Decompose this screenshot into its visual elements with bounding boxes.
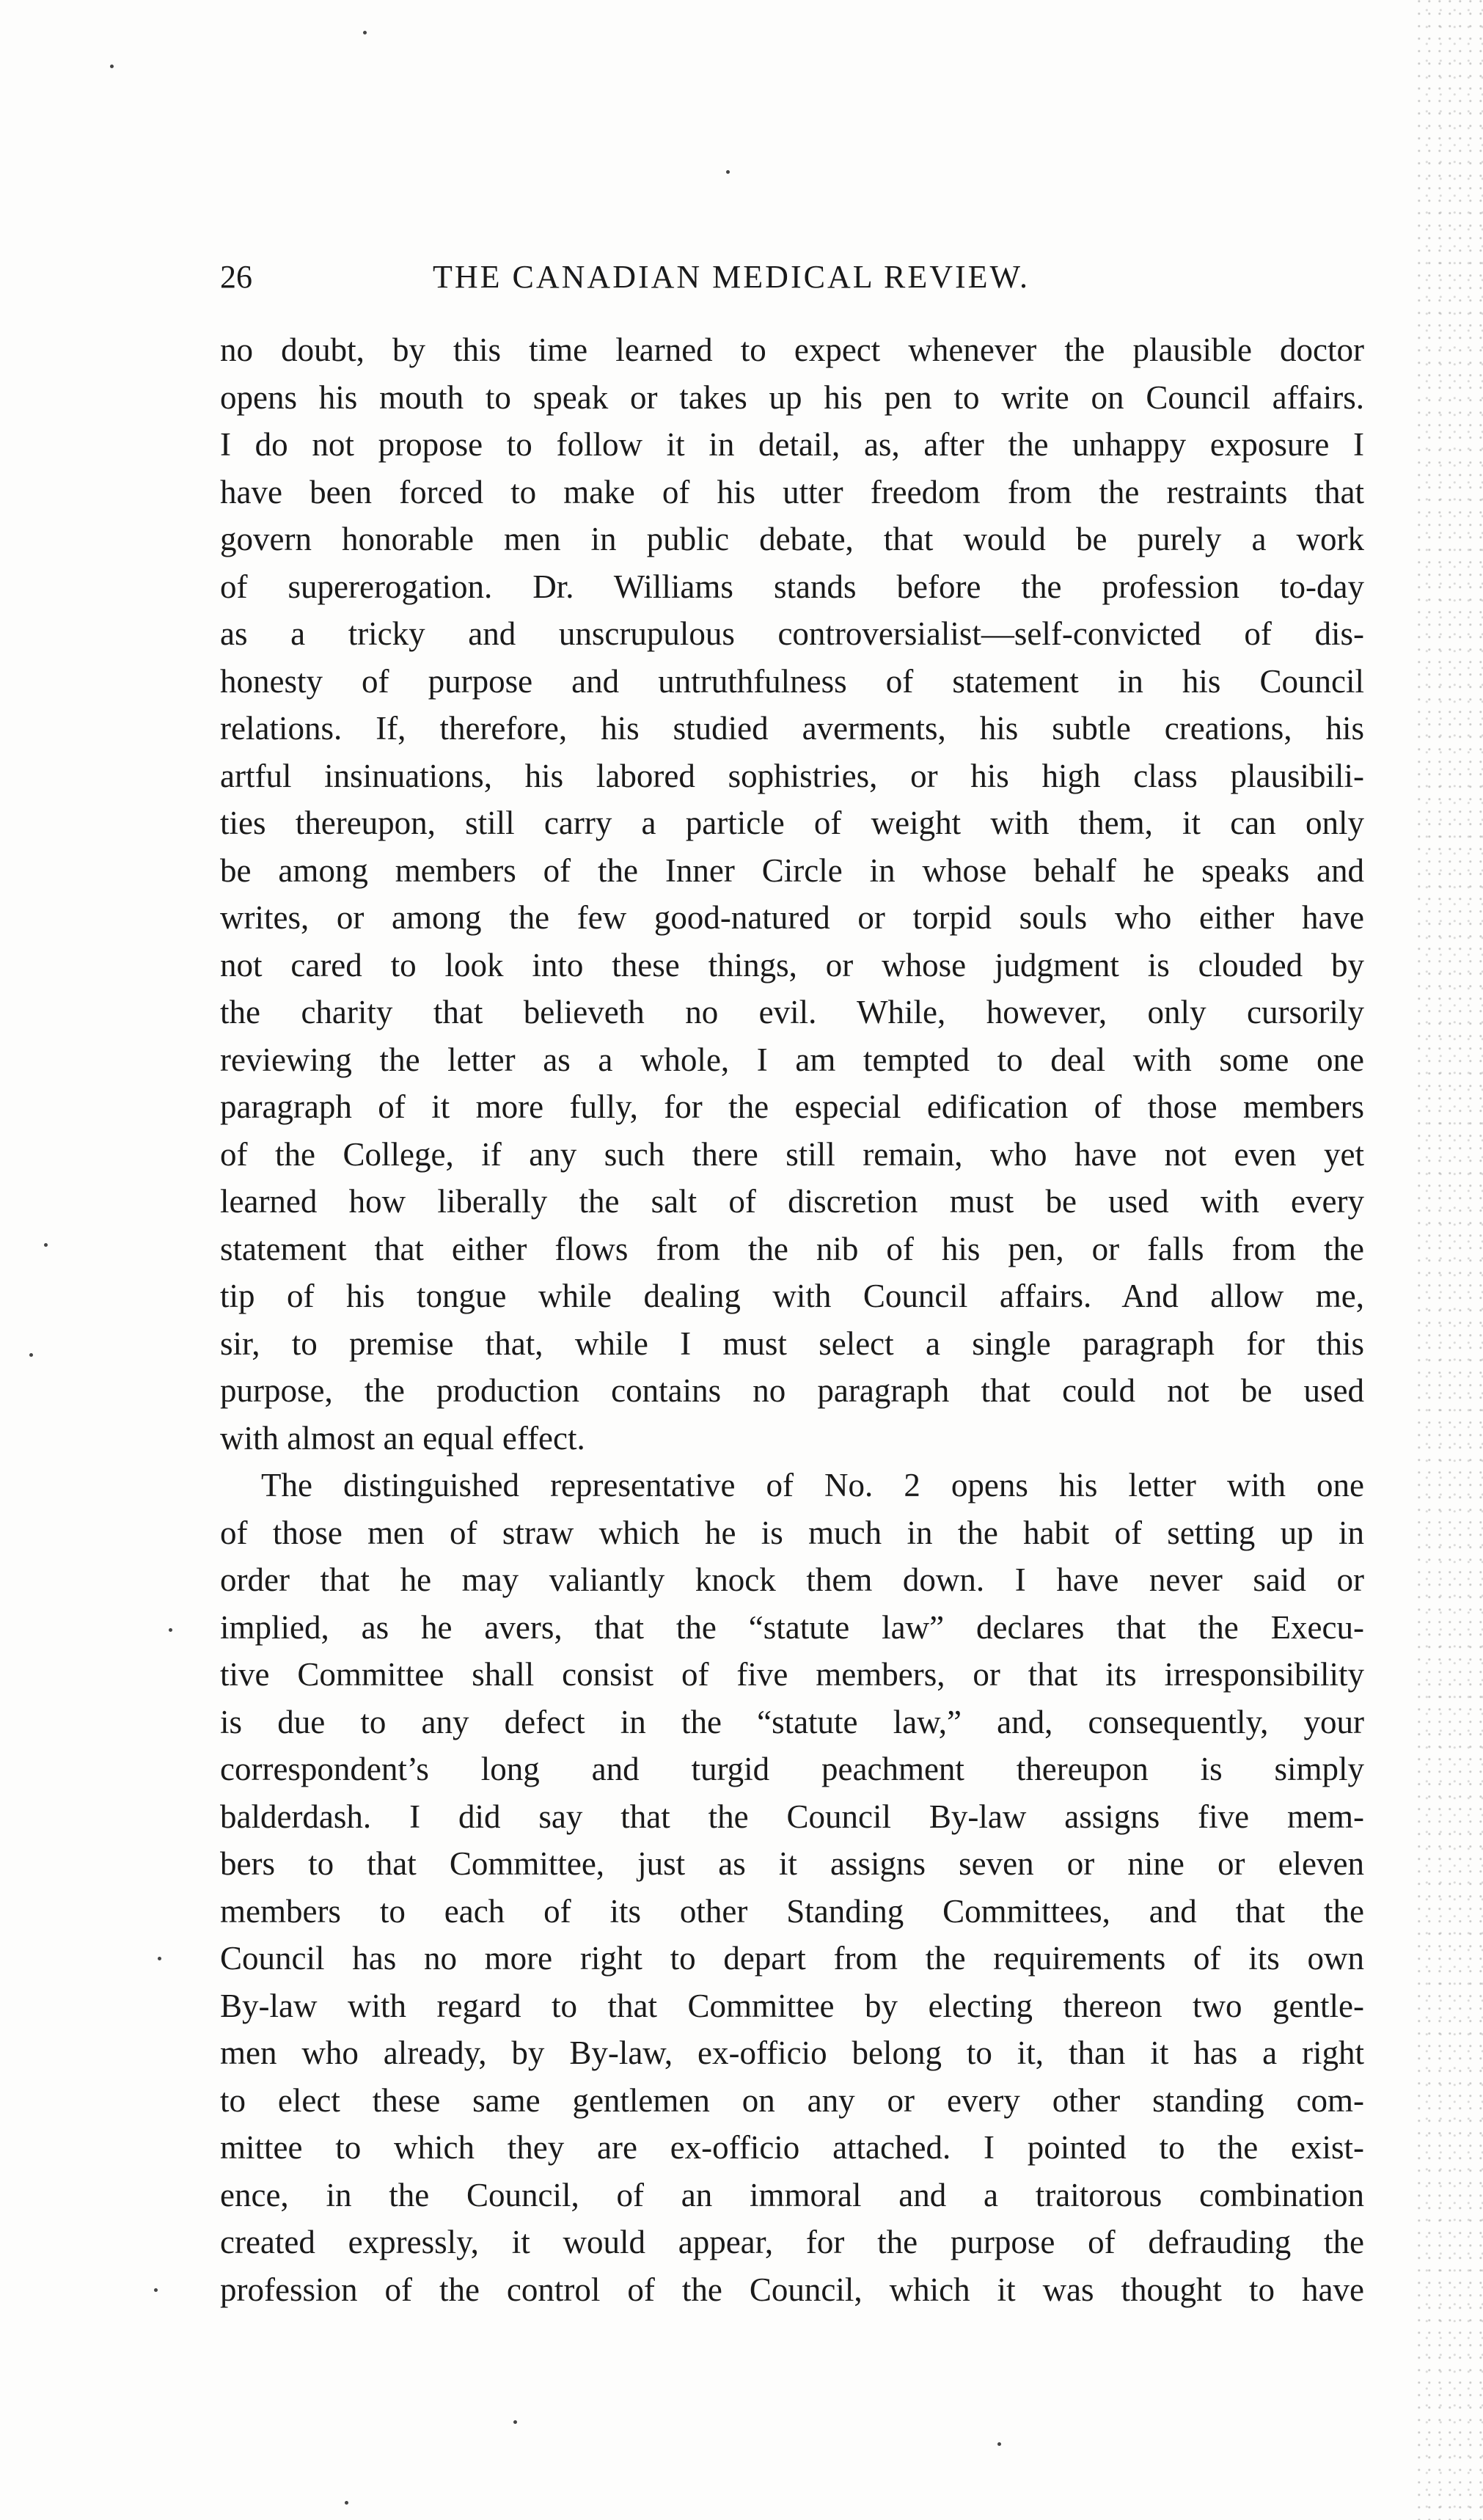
text-line: paragraph of it more fully, for the especial edification of those members xyxy=(220,1088,1364,1125)
running-header xyxy=(220,255,1364,299)
text-line: to elect these same gentlemen on any or every other standing com- xyxy=(220,2081,1364,2119)
text-line: as a tricky and unscrupulous controversialist—self-convicted of dis- xyxy=(220,615,1364,652)
text-line: purpose, the production contains no paragraph that could not be used xyxy=(220,1372,1364,1409)
running-title: THE CANADIAN MEDICAL REVIEW. xyxy=(433,259,1030,295)
text-line: bers to that Committee, just as it assigns seven or nine or eleven xyxy=(220,1845,1364,1882)
text-line: statement that either flows from the nib of his pen, or falls from the xyxy=(220,1230,1364,1267)
page-number: 26 xyxy=(220,259,252,295)
scan-speck xyxy=(110,65,114,68)
scan-speck xyxy=(169,1628,172,1632)
scan-speck xyxy=(997,2442,1001,2446)
scan-speck xyxy=(513,2420,517,2424)
scan-speck xyxy=(363,31,367,34)
scan-speck xyxy=(29,1353,33,1357)
text-line: By-law with regard to that Committee by electing thereon two gentle- xyxy=(220,1987,1364,2024)
text-line: men who already, by By-law, ex-officio belong to it, than it has a right xyxy=(220,2034,1364,2071)
scan-speck xyxy=(44,1243,48,1247)
scan-speck xyxy=(345,2501,348,2505)
text-line: created expressly, it would appear, for the purpose of defrauding the xyxy=(220,2224,1364,2260)
text-line: profession of the control of the Council, which it was thought to have xyxy=(220,2271,1364,2308)
text-line: relations. If, therefore, his studied averments, his subtle creations, his xyxy=(220,710,1364,747)
text-line: mittee to which they are ex-officio attached. I pointed to the exist- xyxy=(220,2129,1364,2166)
text-line: of those men of straw which he is much in the habit of setting up in xyxy=(220,1514,1364,1551)
text-line: with almost an equal effect. xyxy=(220,1419,585,1457)
text-line: not cared to look into these things, or whose judgment is clouded by xyxy=(220,946,1364,984)
text-line: honesty of purpose and untruthfulness of statement in his Council xyxy=(220,662,1364,700)
text-line: correspondent’s long and turgid peachment thereupon is simply xyxy=(220,1751,1364,1787)
text-line: is due to any defect in the “statute law,” and, consequently, your xyxy=(220,1703,1364,1740)
text-line: order that he may valiantly knock them down. I have never said or xyxy=(220,1561,1364,1598)
text-line: tip of his tongue while dealing with Council affairs. And allow me, xyxy=(220,1278,1364,1314)
text-line: I do not propose to follow it in detail, as, after the unhappy exposure I xyxy=(220,426,1364,463)
text-line: The distinguished representative of No. 2 opens his letter with one xyxy=(261,1467,1364,1503)
text-line: implied, as he avers, that the “statute law” declares that the Execu- xyxy=(220,1608,1364,1646)
text-line: learned how liberally the salt of discretion must be used with every xyxy=(220,1183,1364,1220)
text-line: writes, or among the few good-natured or torpid souls who either have xyxy=(220,899,1364,936)
body-text xyxy=(220,326,1364,2313)
text-line: balderdash. I did say that the Council By-law assigns five mem- xyxy=(220,1798,1364,1835)
page-edge-noise xyxy=(1417,0,1483,2520)
text-line: no doubt, by this time learned to expect whenever the plausible doctor xyxy=(220,332,1364,368)
text-line: tive Committee shall consist of five members, or that its irresponsibility xyxy=(220,1656,1364,1693)
text-line: artful insinuations, his labored sophistries, or his high class plausibili- xyxy=(220,757,1364,794)
text-line: ence, in the Council, of an immoral and a traitorous combination xyxy=(220,2176,1364,2213)
text-line: reviewing the letter as a whole, I am tempted to deal with some one xyxy=(220,1041,1364,1078)
text-line: ties thereupon, still carry a particle of weight with them, it can only xyxy=(220,805,1364,841)
text-line: have been forced to make of his utter freedom from the restraints that xyxy=(220,473,1364,510)
text-line: Council has no more right to depart from the requirements of its own xyxy=(220,1940,1364,1977)
text-line: the charity that believeth no evil. While, however, only cursorily xyxy=(220,994,1364,1030)
text-line: opens his mouth to speak or takes up his pen to write on Council affairs. xyxy=(220,378,1364,416)
text-line: of supererogation. Dr. Williams stands before the profession to-day xyxy=(220,568,1364,605)
text-line: sir, to premise that, while I must select a single paragraph for this xyxy=(220,1325,1364,1362)
text-line: be among members of the Inner Circle in whose behalf he speaks and xyxy=(220,851,1364,889)
text-line: of the College, if any such there still remain, who have not even yet xyxy=(220,1135,1364,1173)
text-line: govern honorable men in public debate, that would be purely a work xyxy=(220,521,1364,557)
scan-speck xyxy=(154,2288,158,2292)
scan-speck xyxy=(726,170,730,174)
scan-speck xyxy=(158,1957,161,1960)
paragraph-2 xyxy=(220,1462,1364,2313)
paragraph-1 xyxy=(220,326,1364,1462)
text-line: members to each of its other Standing Committees, and that the xyxy=(220,1892,1364,1930)
